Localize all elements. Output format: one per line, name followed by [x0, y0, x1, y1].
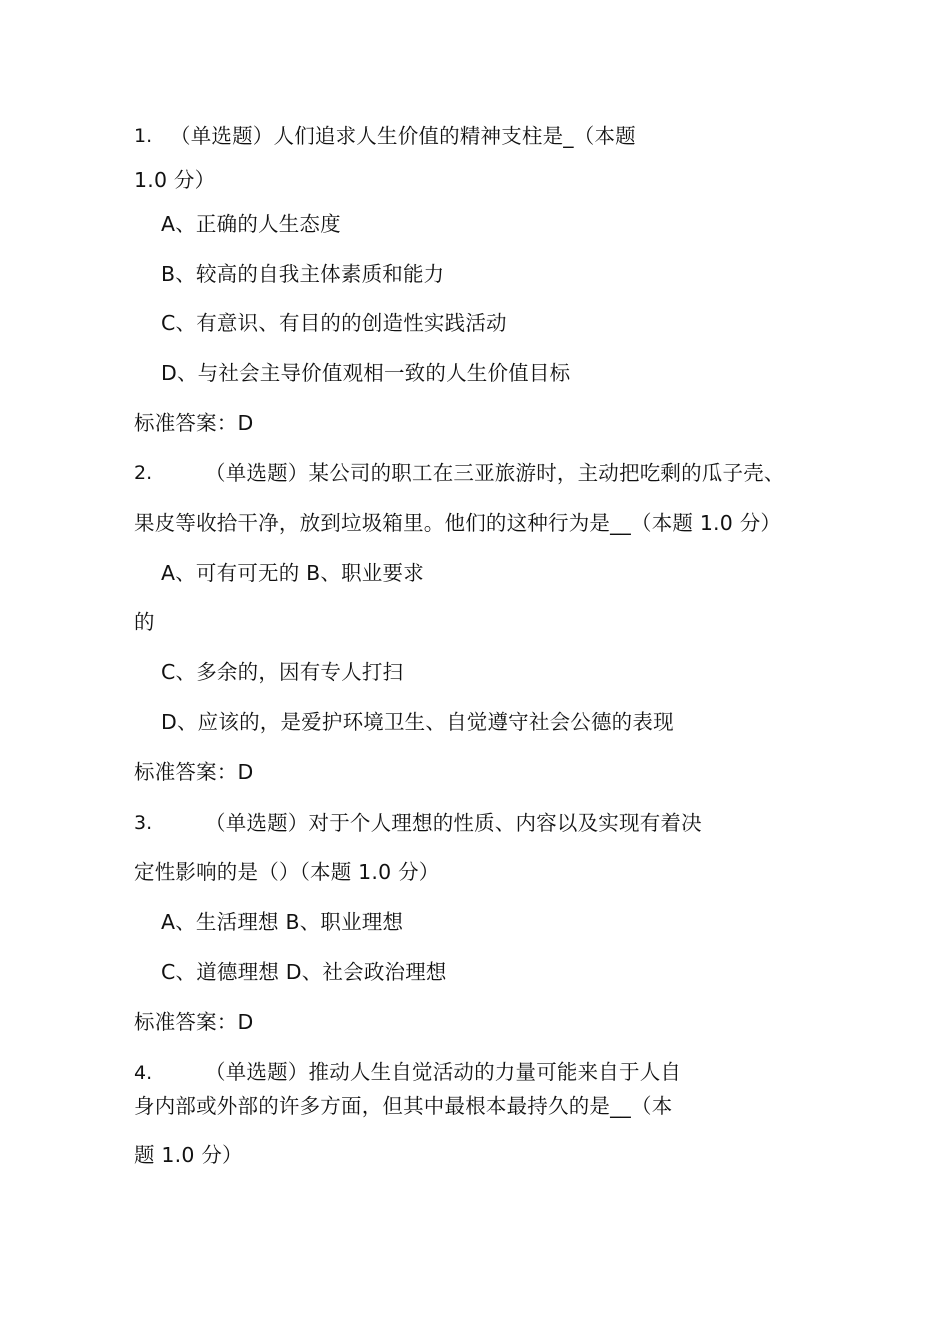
option-a: A、正确的人生态度 — [161, 212, 341, 236]
question-stem-cont: 身内部或外部的许多方面，但其中最根本最持久的是__（本 — [134, 1094, 673, 1118]
standard-answer: 标准答案：D — [134, 760, 254, 784]
option-c: C、多余的，因有专人打扫 — [161, 660, 404, 684]
option-ab: A、生活理想 B、职业理想 — [161, 910, 404, 934]
question-stem: （单选题）对于个人理想的性质、内容以及实现有着决 — [205, 811, 702, 835]
question-stem: （单选题）人们追求人生价值的精神支柱是_（本题 — [170, 124, 636, 148]
standard-answer: 标准答案：D — [134, 1010, 254, 1034]
option-d: D、应该的，是爱护环境卫生、自觉遵守社会公德的表现 — [161, 710, 674, 734]
question-stem-cont: 果皮等收拾干净，放到垃圾箱里。他们的这种行为是__（本题 1.0 分） — [134, 511, 782, 535]
question-number: 3. — [134, 812, 153, 834]
option-b: B、较高的自我主体素质和能力 — [161, 262, 445, 286]
option-ab-cont: 的 — [134, 610, 155, 634]
question-stem: （单选题）推动人生自觉活动的力量可能来自于人自 — [205, 1060, 682, 1084]
question-stem-cont: 1.0 分） — [134, 168, 216, 192]
option-c: C、有意识、有目的的创造性实践活动 — [161, 311, 507, 335]
option-ab: A、可有可无的 B、职业要求 — [161, 561, 424, 585]
question-stem-cont: 定性影响的是（）（本题 1.0 分） — [134, 860, 440, 884]
question-stem: （单选题）某公司的职工在三亚旅游时，主动把吃剩的瓜子壳、 — [205, 461, 785, 485]
option-cd: C、道德理想 D、社会政治理想 — [161, 960, 447, 984]
question-stem-cont-2: 题 1.0 分） — [134, 1143, 243, 1167]
standard-answer: 标准答案：D — [134, 411, 254, 435]
question-number: 1. — [134, 125, 153, 147]
question-number: 4. — [134, 1062, 153, 1084]
question-number: 2. — [134, 462, 153, 484]
option-d: D、与社会主导价值观相一致的人生价值目标 — [161, 361, 571, 385]
